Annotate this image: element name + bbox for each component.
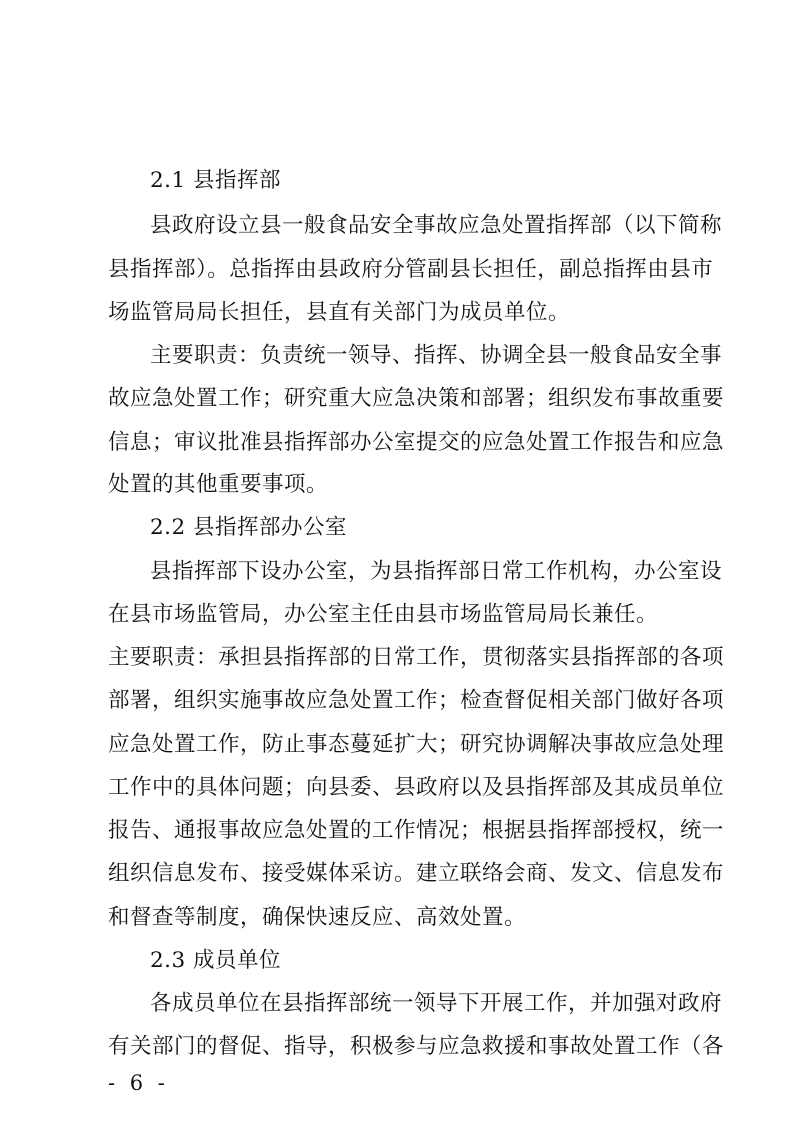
page-number: - 6 - [108,1071,169,1095]
paragraph-line: 组织信息发布、接受媒体采访。建立联络会商、发文、信息发布 [108,861,725,886]
paragraph-line: 各成员单位在县指挥部统一领导下开展工作，并加强对政府 [150,991,723,1016]
paragraph-line: 信息；审议批准县指挥部办公室提交的应急处置工作报告和应急 [108,430,725,455]
paragraph-line: 故应急处置工作；研究重大应急决策和部署；组织发布事故重要 [108,386,725,411]
paragraph-line: 在县市场监管局，办公室主任由县市场监管局局长兼任。 [108,602,659,627]
paragraph-line: 场监管局局长担任，县直有关部门为成员单位。 [108,300,571,325]
paragraph-line: 县指挥部下设办公室，为县指挥部日常工作机构，办公室设 [150,559,723,584]
paragraph-line: 部署，组织实施事故应急处置工作；检查督促相关部门做好各项 [108,688,725,713]
paragraph-line: 处置的其他重要事项。 [108,472,329,497]
paragraph-line: 县政府设立县一般食品安全事故应急处置指挥部（以下简称 [150,213,723,238]
heading-2-2: 2.2 县指挥部办公室 [150,515,348,540]
paragraph-line: 和督查等制度，确保快速反应、高效处置。 [108,905,527,930]
paragraph-line: 工作中的具体问题；向县委、县政府以及县指挥部及其成员单位 [108,775,725,800]
paragraph-line: 应急处置工作，防止事态蔓延扩大；研究协调解决事故应急处理 [108,732,725,757]
heading-2-3: 2.3 成员单位 [150,948,282,973]
heading-2-1: 2.1 县指挥部 [150,168,282,193]
paragraph-line: 报告、通报事故应急处置的工作情况；根据县指挥部授权，统一 [108,818,725,843]
paragraph-line: 有关部门的督促、指导，积极参与应急救援和事故处置工作（各 [108,1034,725,1059]
paragraph-line: 县指挥部）。总指挥由县政府分管副县长担任，副总指挥由县市 [108,257,714,282]
paragraph-line: 主要职责：负责统一领导、指挥、协调全县一般食品安全事 [150,343,723,368]
paragraph-line: 主要职责：承担县指挥部的日常工作，贯彻落实县指挥部的各项 [108,645,725,670]
